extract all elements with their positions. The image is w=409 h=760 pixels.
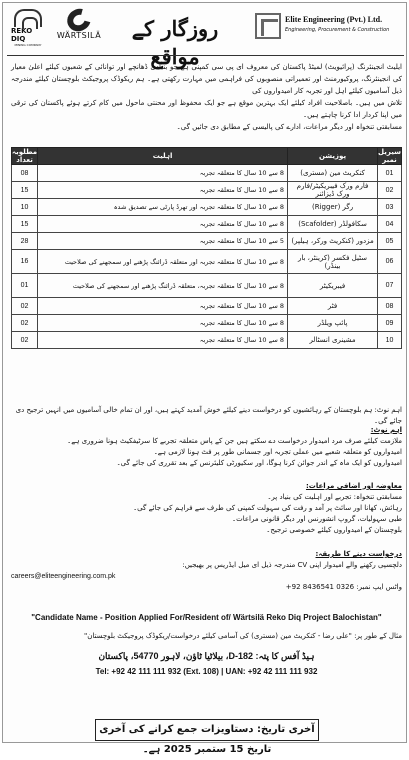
table-row — [12, 216, 402, 233]
benefit-item: طبی سہولیات، گروپ انشورنس اور دیگر قانونی مراعات۔ — [232, 515, 402, 523]
row-count: 08 — [12, 165, 38, 182]
row-serial: 05 — [378, 233, 402, 250]
application-deadline: آخری تاریخ: دستاویزات جمع کرانے کی آخری تاریخ 15 ستمبر 2025 ہے۔ — [95, 719, 319, 741]
row-serial: 07 — [378, 274, 402, 298]
job-advertisement — [2, 2, 407, 755]
elite-mark-icon — [255, 13, 281, 39]
col-qualification-header: اہلیت — [38, 148, 288, 165]
row-qualification: 8 سے 10 سال کا متعلقہ تجربہ — [38, 315, 288, 332]
row-serial: 01 — [378, 165, 402, 182]
apply-subject-format: "Candidate Name - Position Applied For/Resident of/ Wärtsilä Reko Diq Project Balochistan" — [31, 613, 382, 622]
row-serial: 08 — [378, 298, 402, 315]
intro-paragraph-2: تلاش میں ہیں۔ باصلاحیت افراد کیلئے ایک بہترین موقع ہے جو ایک محفوظ اور محنتی ماحول میں کام کرتے ہوئے پاکستان کی ترقی میں اپنا کردار ادا کرنا چاہتے ہیں۔ — [11, 99, 402, 119]
table-row — [12, 182, 402, 199]
table-row — [12, 199, 402, 216]
benefit-item: رہائش، کھانا اور سائٹ پر آمد و رفت کی سہولت کمپنی کی طرف سے فراہم کی جائے گی۔ — [133, 504, 402, 512]
table-row — [12, 332, 402, 349]
row-count: 02 — [12, 315, 38, 332]
row-count: 28 — [12, 233, 38, 250]
table-row — [12, 165, 402, 182]
intro-paragraph-1: ایلیٹ انجینئرنگ (پرائیویٹ) لمیٹڈ پاکستان کی معروف ای پی سی کمپنی ہے جو بنیادی ڈھانچے اور توانائی کے شعبوں کیلئے اعلیٰ معیار کی انجینئرنگ، پروکیورمنٹ اور تعمیراتی منصوبوں کی فراہمی میں مہارت رکھتی ہے۔ ہم ریکوڈک پروجیکٹ بلوچستان کیلئے مندرجہ ذیل آسامیوں کیلئے اہل اور تجربہ کار امیدواروں کی — [11, 63, 402, 95]
table-header-row — [12, 148, 402, 165]
reko-diq-logo — [11, 9, 45, 47]
note-item: امیدواروں کو ایک ماہ کے اندر جوائن کرنا ہوگا، اور سکیورٹی کلیئرنس کے بعد تقرری کی جائے گی۔ — [116, 459, 402, 467]
row-serial: 06 — [378, 250, 402, 274]
apply-example: مثال کے طور پر: "علی رضا - کنکریٹ مین (مستری) کی آسامی کیلئے درخواست/ریکوڈک پروجیکٹ بلوچستان" — [83, 632, 402, 640]
notes-heading: اہم نوٹ: — [370, 426, 402, 434]
contact-phones: Tel: +92 42 111 111 932 (Ext. 108) | UAN: +92 42 111 111 932 — [95, 667, 318, 676]
row-position: کنکریٹ مین (مستری) — [288, 165, 378, 182]
table-row — [12, 250, 402, 274]
benefit-item: بلوچستان کے امیدواروں کیلئے خصوصی ترجیح۔ — [266, 526, 402, 534]
row-qualification: 8 سے 10 سال کا متعلقہ تجربہ — [38, 216, 288, 233]
note-item: ملازمت کیلئے صرف مرد امیدوار درخواست دے سکتے ہیں جن کے پاس متعلقہ تجربے کا سرٹیفکیٹ ہونا ضروری ہے۔ — [67, 437, 402, 445]
row-position: فیبریکیٹر — [288, 274, 378, 298]
row-serial: 04 — [378, 216, 402, 233]
row-qualification: 8 سے 10 سال کا متعلقہ تجربہ — [38, 182, 288, 199]
row-qualification: 8 سے 10 سال کا متعلقہ تجربہ اور متعلقہ ڈرائنگ پڑھنے اور سمجھنے کی صلاحیت — [38, 250, 288, 274]
intro-paragraph-3: مسابقتی تنخواہ اور دیگر مراعات، ادارے کی پالیسی کے مطابق دی جائیں گی۔ — [176, 123, 402, 131]
apply-heading: درخواست دینے کا طریقہ: — [315, 550, 402, 558]
row-count: 15 — [12, 216, 38, 233]
whatsapp-number: واٹس ایپ نمبر: 0326 8436541 92+ — [285, 583, 402, 591]
important-note: اہم نوٹ: ہم بلوچستان کے رہائشیوں کو درخواست دینے کیلئے خوش آمدید کہتے ہیں، اور ان تمام خالی آسامیوں میں انہیں ترجیح دی جائے گی۔ — [15, 406, 402, 425]
reko-logo-text: REKO DIQ — [11, 27, 33, 43]
row-count: 01 — [12, 274, 38, 298]
company-name: Elite Engineering (Pvt.) Ltd. — [285, 15, 383, 24]
row-count: 15 — [12, 182, 38, 199]
row-qualification: 8 سے 10 سال کا متعلقہ تجربہ — [38, 332, 288, 349]
benefits-section — [11, 481, 402, 536]
row-qualification: 8 سے 10 سال کا متعلقہ تجربہ، متعلقہ ڈرائنگ پڑھنے اور سمجھنے کی صلاحیت — [38, 274, 288, 298]
header-divider — [7, 55, 404, 56]
company-tagline: Engineering, Procurement & Construction — [285, 27, 390, 33]
row-count: 10 — [12, 199, 38, 216]
row-count: 16 — [12, 250, 38, 274]
row-position: پائپ ویلڈر — [288, 315, 378, 332]
positions-table — [11, 147, 402, 349]
benefit-item: مسابقتی تنخواہ: تجربے اور اہلیت کی بنیاد پر۔ — [267, 493, 402, 501]
elite-engineering-logo — [255, 11, 403, 51]
page-title: روزگار کے مواقع — [131, 16, 219, 69]
benefits-heading: معاوضہ اور اضافی مراعات: — [305, 482, 402, 490]
row-position: فارم ورک فیبریکیٹر/فارم ورک ڈیزائنر — [288, 182, 378, 199]
notes-section — [11, 425, 402, 469]
row-qualification: 8 سے 10 سال کا متعلقہ تجربہ اور تھرڈ پارٹی سے تصدیق شدہ — [38, 199, 288, 216]
row-position: رگر (Rigger) — [288, 199, 378, 216]
row-qualification: 8 سے 10 سال کا متعلقہ تجربہ — [38, 165, 288, 182]
row-position: فٹر — [288, 298, 378, 315]
apply-section — [11, 549, 402, 593]
apply-instruction: دلچسپی رکھنے والے امیدوار اپنی CV مندرجہ ذیل ای میل ایڈریس پر بھیجیں: — [182, 561, 402, 569]
row-position: مزدور (کنکریٹ ورکر، ہیلپر) — [288, 233, 378, 250]
intro-text — [11, 61, 402, 133]
wartsila-logo-text: WÄRTSILÄ — [56, 31, 102, 40]
row-position: مشینری انسٹالر — [288, 332, 378, 349]
table-row — [12, 315, 402, 332]
row-qualification: 5 سے 10 سال کا متعلقہ تجربہ — [38, 233, 288, 250]
reko-logo-sub: MINING COMPANY — [14, 43, 42, 47]
wartsila-logo — [55, 9, 103, 41]
row-position: سٹیل فکسر (کرینٹر، بار بینڈر) — [288, 250, 378, 274]
col-count-header: مطلوبہ تعداد — [11, 148, 38, 164]
header — [7, 7, 404, 69]
row-serial: 09 — [378, 315, 402, 332]
row-serial: 03 — [378, 199, 402, 216]
table-row — [12, 233, 402, 250]
row-count: 02 — [12, 332, 38, 349]
row-count: 02 — [12, 298, 38, 315]
head-office-address: ہیڈ آفس کا پتہ: 182-D، بیلاٹیا ٹاؤن، لاہور 54770، پاکستان — [98, 651, 315, 661]
col-position-header: پوزیشن — [288, 148, 378, 165]
row-serial: 02 — [378, 182, 402, 199]
col-serial-header: سیریل نمبر — [378, 148, 401, 164]
table-row — [12, 298, 402, 315]
note-item: امیدواروں کو متعلقہ شعبے میں عملی تجربہ اور جسمانی طور پر فٹ ہونا لازمی ہے۔ — [153, 448, 402, 456]
row-qualification: 8 سے 10 سال کا متعلقہ تجربہ — [38, 298, 288, 315]
careers-email-link[interactable]: careers@eliteengineering.com.pk — [11, 573, 116, 580]
row-serial: 10 — [378, 332, 402, 349]
row-position: سکافولڈر (Scafolder) — [288, 216, 378, 233]
table-row — [12, 274, 402, 298]
reko-diq-mark-icon — [14, 9, 42, 27]
